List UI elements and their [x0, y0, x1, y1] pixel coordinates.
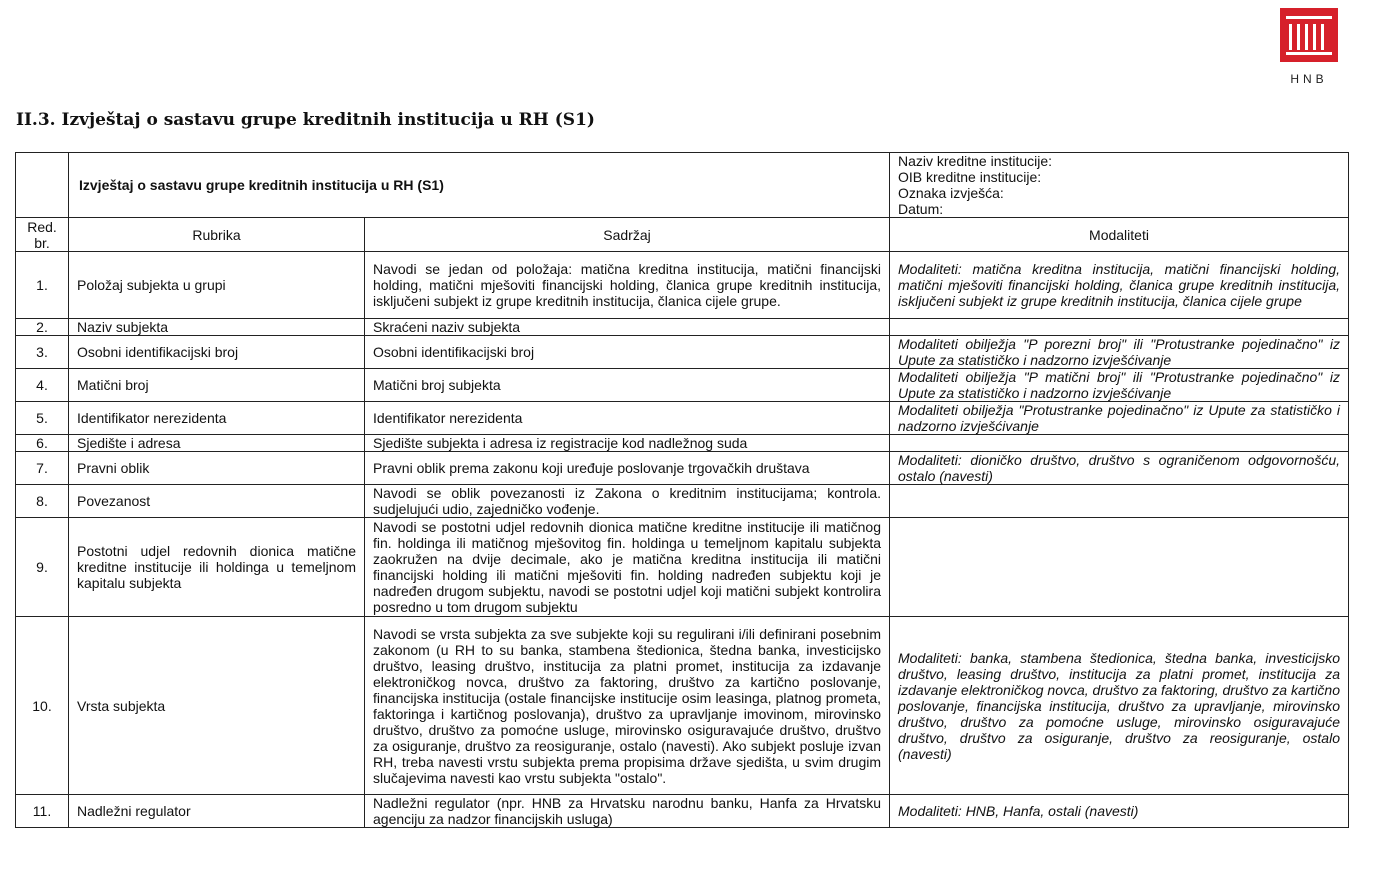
- table-row: [16, 402, 1349, 435]
- row-number: 11.: [16, 795, 69, 828]
- meta-institution-oib: OIB kreditne institucije:: [898, 169, 1042, 185]
- hnb-logo-mark: [1280, 8, 1338, 62]
- table-row: [16, 617, 1349, 795]
- row-number: 2.: [16, 319, 69, 336]
- row-rubrika: Sjedište i adresa: [69, 435, 365, 452]
- table-row: [16, 485, 1349, 518]
- report-table: [15, 152, 1349, 828]
- row-modaliteti: [890, 518, 1349, 617]
- row-modaliteti: Modaliteti: HNB, Hanfa, ostali (navesti): [890, 795, 1349, 828]
- section-title: II.3. Izvještaj o sastavu grupe kreditnih institucija u RH (S1): [16, 110, 595, 130]
- row-rubrika: Povezanost: [69, 485, 365, 518]
- row-number: 9.: [16, 518, 69, 617]
- row-rubrika: Nadležni regulator: [69, 795, 365, 828]
- row-modaliteti: Modaliteti obilježja "P matični broj" ili "Protustranke pojedinačno" iz Upute za statističko i nadzorno izvješćivanje: [890, 369, 1349, 402]
- table-row: [16, 336, 1349, 369]
- row-rubrika: Vrsta subjekta: [69, 617, 365, 795]
- row-sadrzaj: Sjedište subjekta i adresa iz registracije kod nadležnog suda: [365, 435, 890, 452]
- row-number: 1.: [16, 252, 69, 319]
- col-header-modaliteti: Modaliteti: [890, 218, 1349, 252]
- col-header-no: Red. br.: [16, 218, 69, 252]
- hnb-logo: [1280, 8, 1338, 86]
- row-rubrika: Postotni udjel redovnih dionica matične kreditne institucije ili holdinga u temeljnom kapitalu subjekta: [69, 518, 365, 617]
- table-row: [16, 369, 1349, 402]
- table-row: [16, 518, 1349, 617]
- row-sadrzaj: Identifikator nerezidenta: [365, 402, 890, 435]
- row-number: 5.: [16, 402, 69, 435]
- row-sadrzaj: Navodi se jedan od položaja: matična kreditna institucija, matični financijski holding, matični mješoviti financijski holding, članica grupe kreditnih institucija, isključeni subjekt iz grupe kreditnih institucija, članica cijele grupe.: [365, 252, 890, 319]
- row-rubrika: Pravni oblik: [69, 452, 365, 485]
- row-sadrzaj: Skraćeni naziv subjekta: [365, 319, 890, 336]
- row-rubrika: Identifikator nerezidenta: [69, 402, 365, 435]
- row-sadrzaj: Navodi se oblik povezanosti iz Zakona o kreditnim institucijama; kontrola. sudjelujući udio, zajedničko vođenje.: [365, 485, 890, 518]
- row-modaliteti: Modaliteti: dioničko društvo, društvo s ograničenom odgovornošću, ostalo (navesti): [890, 452, 1349, 485]
- col-header-rubrika: Rubrika: [69, 218, 365, 252]
- meta-report-code: Oznaka izvješća:: [898, 185, 1004, 201]
- row-sadrzaj: Matični broj subjekta: [365, 369, 890, 402]
- row-number: 8.: [16, 485, 69, 518]
- row-number: 10.: [16, 617, 69, 795]
- table-row: [16, 452, 1349, 485]
- meta-institution-name: Naziv kreditne institucije:: [898, 153, 1053, 169]
- row-sadrzaj: Navodi se postotni udjel redovnih dionica matične kreditne institucije ili matičnog fin. holdinga ili matičnog mješovitog fin. holdinga u temeljnom kapitalu subjekta zaokružen na dvije decimale, ako je matična kreditna institucija ili matični financijski holding ili matični mješoviti fin. holding nadređen subjektu koji je nadređen drugom subjektu, navodi se postotni udjel koji matični subjekt kontrolira posredno u tom drugom subjektu: [365, 518, 890, 617]
- row-sadrzaj: Osobni identifikacijski broj: [365, 336, 890, 369]
- row-modaliteti: [890, 435, 1349, 452]
- table-row: [16, 319, 1349, 336]
- row-modaliteti: [890, 485, 1349, 518]
- table-row: [16, 435, 1349, 452]
- row-rubrika: Osobni identifikacijski broj: [69, 336, 365, 369]
- row-modaliteti: [890, 319, 1349, 336]
- table-row: [16, 795, 1349, 828]
- hnb-logo-caption: HNB: [1290, 72, 1328, 86]
- row-number: 7.: [16, 452, 69, 485]
- row-number: 6.: [16, 435, 69, 452]
- row-rubrika: Naziv subjekta: [69, 319, 365, 336]
- row-rubrika: Matični broj: [69, 369, 365, 402]
- row-modaliteti: Modaliteti obilježja "Protustranke pojedinačno" iz Upute za statističko i nadzorno izvješćivanje: [890, 402, 1349, 435]
- row-number: 4.: [16, 369, 69, 402]
- table-row: [16, 252, 1349, 319]
- row-modaliteti: Modaliteti obilježja "P porezni broj" ili "Protustranke pojedinačno" iz Upute za statističko i nadzorno izvješćivanje: [890, 336, 1349, 369]
- column-header-row: [16, 218, 1349, 252]
- row-sadrzaj: Nadležni regulator (npr. HNB za Hrvatsku narodnu banku, Hanfa za Hrvatsku agenciju za nadzor financijskih usluga): [365, 795, 890, 828]
- row-rubrika: Položaj subjekta u grupi: [69, 252, 365, 319]
- row-sadrzaj: Pravni oblik prema zakonu koji uređuje poslovanje trgovačkih društava: [365, 452, 890, 485]
- form-header-row: [16, 153, 1349, 218]
- row-modaliteti: Modaliteti: matična kreditna institucija, matični financijski holding, matični mješoviti financijski holding, članica grupe kreditnih institucija, isključeni subjekt iz grupe kreditnih institucija, članica cijele grupe: [890, 252, 1349, 319]
- form-meta: [890, 153, 1349, 218]
- row-modaliteti: Modaliteti: banka, stambena štedionica, štedna banka, investicijsko društvo, leasing društvo, institucija za platni promet, institucija za izdavanje elektroničkog novca, društvo za faktoring, društvo za kartično poslovanje, financijska institucija, društvo za upravljanje, mirovinsko društvo, društvo za pomoćne usluge, mirovinsko osiguravajuće društvo, društvo za osiguranje, društvo za reosiguranje, ostalo (navesti): [890, 617, 1349, 795]
- meta-date: Datum:: [898, 201, 944, 217]
- row-sadrzaj: Navodi se vrsta subjekta za sve subjekte koji su regulirani i/ili definirani posebnim zakonom (u RH to su banka, stambena štedionica, štedna banka, investicijsko društvo, leasing društvo, institucija za platni promet, institucija za izdavanje elektroničkog novca, društvo za faktoring, društvo za kartično poslovanje, financijska institucija (ostale financijske institucije osim leasinga, platnog prometa, faktoringa i kartičnog poslovanja), društvo za upravljanje imovinom, mirovinsko društvo, društvo za pomoćne usluge, mirovinsko osiguravajuće društvo, društvo za osiguranje, društvo za reosiguranje, ostalo (navesti). Ako subjekt posluje izvan RH, treba navesti vrstu subjekta prema propisima države sjedišta, u svim drugim slučajevima navesti kao vrstu subjekta "ostalo".: [365, 617, 890, 795]
- header-empty-cell: [16, 153, 69, 218]
- row-number: 3.: [16, 336, 69, 369]
- col-header-sadrzaj: Sadržaj: [365, 218, 890, 252]
- form-title: Izvještaj o sastavu grupe kreditnih institucija u RH (S1): [69, 153, 890, 218]
